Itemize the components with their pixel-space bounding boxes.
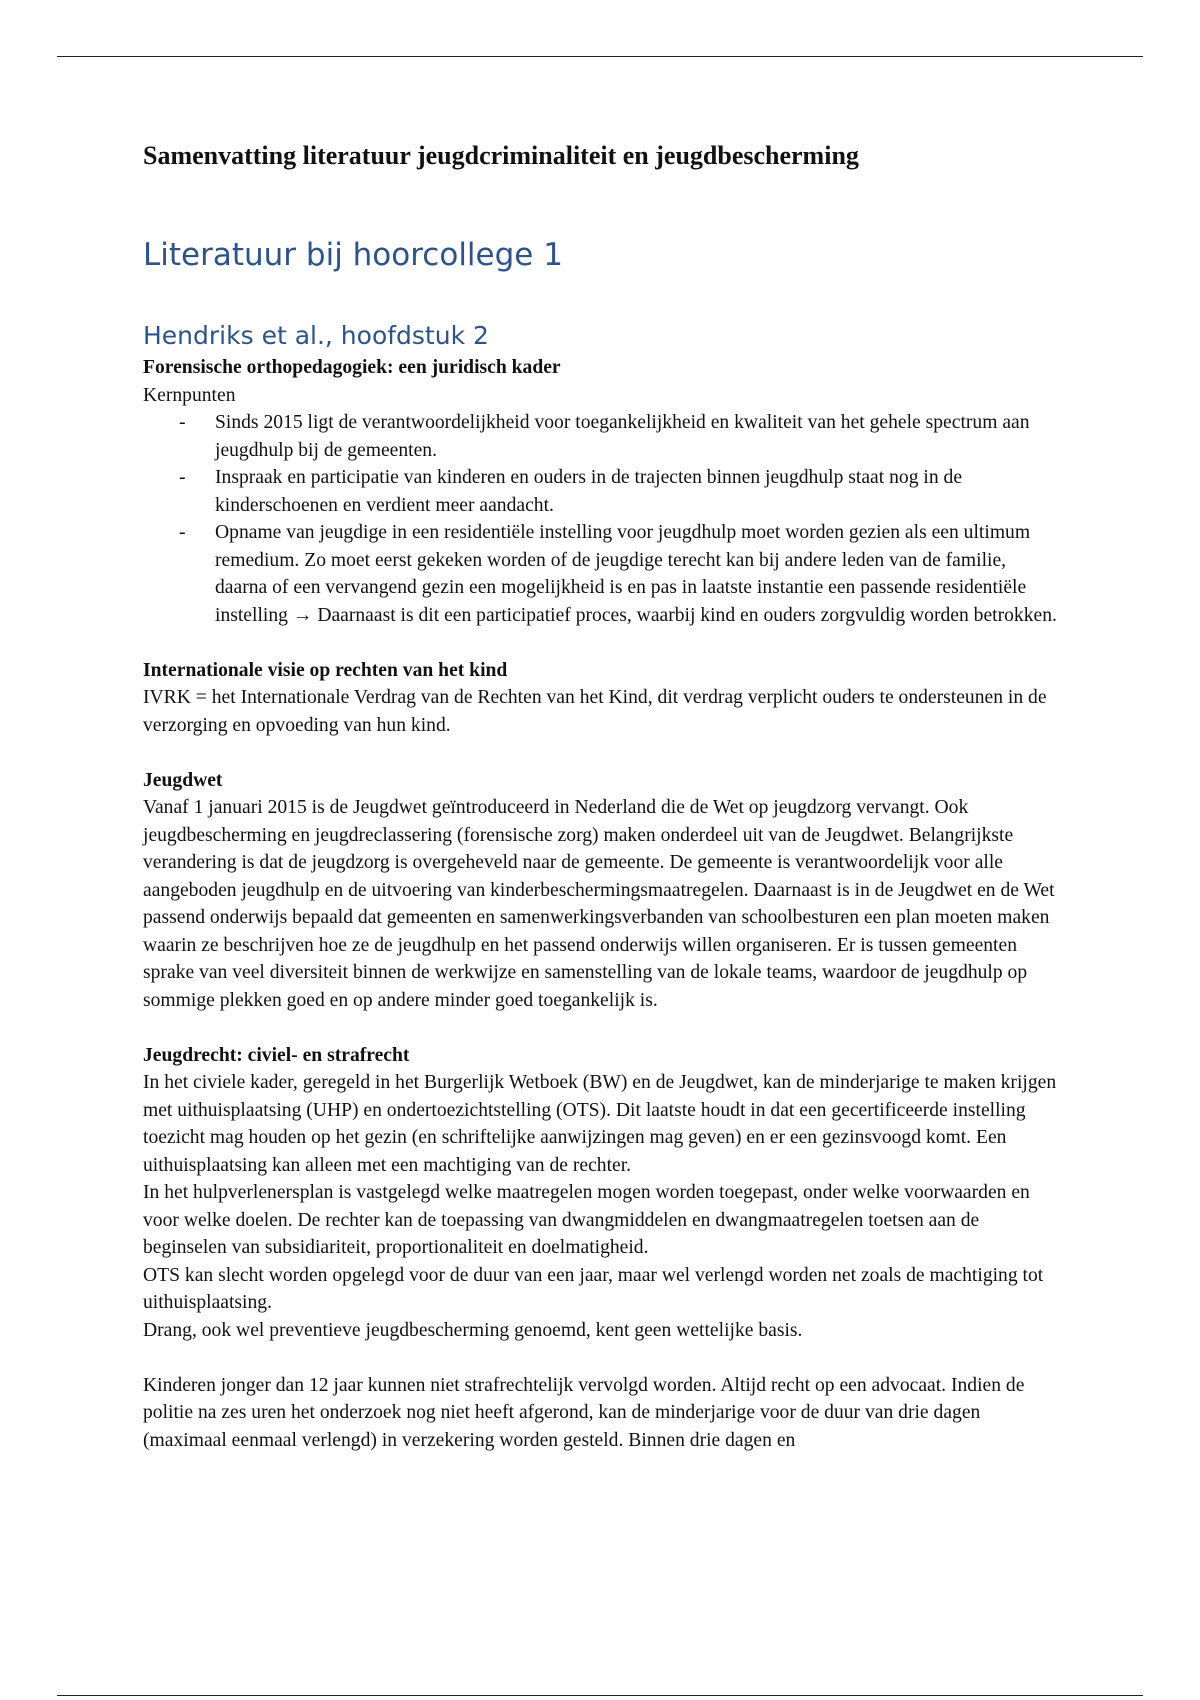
section-subhead-juridisch-kader: Forensische orthopedagogiek: een juridisch kader [143, 357, 561, 378]
header-rule [57, 56, 1143, 57]
kernpunten-label: Kernpunten [143, 384, 236, 406]
list-item: - Sinds 2015 ligt de verantwoordelijkheid voor toegankelijkheid en kwaliteit van het gehele spectrum aan jeugdhulp bij de gemeenten. [215, 409, 1063, 464]
paragraph-ots: OTS kan slecht worden opgelegd voor de duur van een jaar, maar wel verlengd worden net zoals de machtiging tot uithuisplaatsing. [143, 1264, 1044, 1313]
paragraph-ivrk: IVRK = het Internationale Verdrag van de Rechten van het Kind, dit verdrag verplicht ouders te ondersteunen in de verzorging en opvoeding van hun kind. [143, 687, 1047, 736]
heading-lecture-1: Literatuur bij hoorcollege 1 [143, 237, 563, 273]
document-title: Samenvatting literatuur jeugdcriminaliteit en jeugdbescherming [143, 141, 859, 170]
paragraph-jeugdwet: Vanaf 1 januari 2015 is de Jeugdwet geïntroduceerd in Nederland die de Wet op jeugdzorg vervangt. Ook jeugdbescherming en jeugdreclassering (forensische zorg) maken onderdeel uit van de Jeugdwet. Belangrijkste verandering is dat de jeugdzorg is overgeheveld naar de gemeente. De gemeente is verantwoordelijk voor alle aangeboden jeugdhulp en de uitvoering van kinderbeschermingsmaatregelen. Daarnaast is in de Jeugdwet en de Wet passend onderwijs bepaald dat gemeenten en samenwerkingsverbanden van schoolbesturen een plan moeten maken waarin ze beschrijven hoe ze de jeugdhulp en het passend onderwijs willen organiseren. Er is tussen gemeenten sprake van veel diversiteit binnen de werkwijze en samenstelling van de lokale teams, waardoor de jeugdhulp op sommige plekken goed en op andere minder goed toegankelijk is. [143, 797, 1055, 1011]
section-subhead-jeugdwet: Jeugdwet [143, 769, 223, 791]
paragraph-civiel-kader: In het civiele kader, geregeld in het Burgerlijk Wetboek (BW) en de Jeugdwet, kan de minderjarige te maken krijgen met uithuisplaatsing (UHP) en ondertoezichtstelling (OTS). Dit laatste houdt in dat een gecertificeerde instelling toezicht mag houden op het gezin (en schriftelijke aanwijzingen mag geven) en er een gezinsvoogd komt. Een uithuisplaatsing kan alleen met een machtiging van de rechter. [143, 1072, 1057, 1176]
section-subhead-rechten-kind: Internationale visie op rechten van het kind [143, 659, 508, 681]
paragraph-strafrecht: Kinderen jonger dan 12 jaar kunnen niet strafrechtelijk vervolgd worden. Altijd recht op een advocaat. Indien de politie na zes uren het onderzoek nog niet heeft afgerond, kan de minderjarige voor de duur van drie dagen (maximaal eenmaal verlengd) in verzekering worden gesteld. Binnen drie dagen en [143, 1374, 1025, 1451]
section-subhead-jeugdrecht: Jeugdrecht: civiel- en strafrecht [143, 1044, 410, 1066]
heading-hendriks-chapter-2: Hendriks et al., hoofdstuk 2 [143, 321, 489, 350]
kernpunten-list [143, 409, 1063, 629]
list-item: - Inspraak en participatie van kinderen en ouders in de trajecten binnen jeugdhulp staat nog in de kinderschoenen en verdient meer aandacht. [215, 464, 1063, 519]
paragraph-drang: Drang, ook wel preventieve jeugdbescherming genoemd, kent geen wettelijke basis. [143, 1319, 803, 1341]
paragraph-hulpverlenersplan: In het hulpverlenersplan is vastgelegd welke maatregelen mogen worden toegepast, onder welke voorwaarden en voor welke doelen. De rechter kan de toepassing van dwangmiddelen en dwangmaatregelen toetsen aan de beginselen van subsidiariteit, proportionaliteit en doelmatigheid. [143, 1182, 1030, 1258]
body-text [143, 354, 1063, 1454]
list-item: - Opname van jeugdige in een residentiële instelling voor jeugdhulp moet worden gezien als een ultimum remedium. Zo moet eerst gekeken worden of de jeugdige terecht kan bij andere leden van de familie, daarna of een vervangend gezin een mogelijkheid is en pas in laatste instantie een passende residentiële instelling → Daarnaast is dit een participatief proces, waarbij kind en ouders zorgvuldig worden betrokken. [215, 519, 1063, 629]
footer-rule [57, 1695, 1143, 1696]
page-content [143, 140, 1063, 1451]
